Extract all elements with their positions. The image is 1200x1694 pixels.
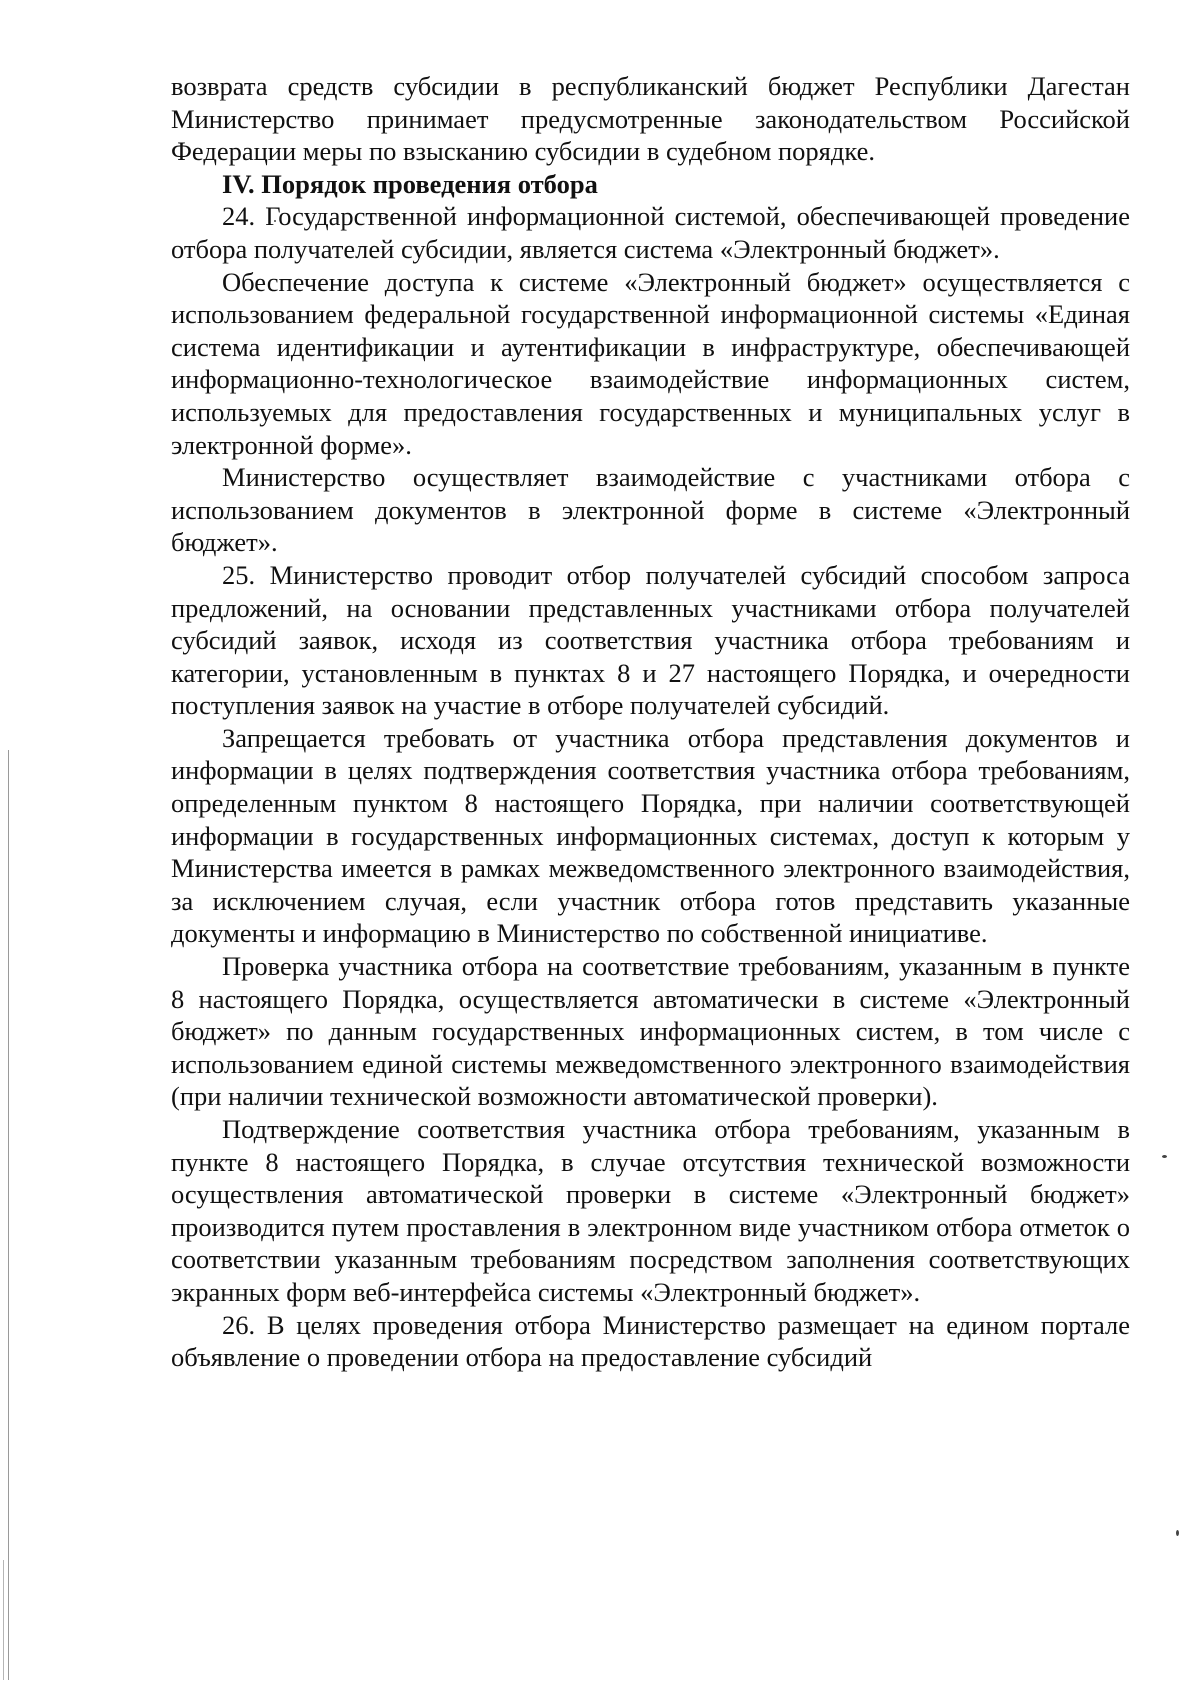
scan-edge-line-lower xyxy=(3,1560,4,1680)
paragraph-24-2: Обеспечение доступа к системе «Электронный бюджет» осуществляется с использованием федеральной государственной информационной системы «Единая система идентификации и аутентификации в инфраструктуре, обеспечивающей информационно-технологическое взаимодействие информационных систем, используемых для предоставления государственных и муниципальных услуг в электронной форме». xyxy=(171,266,1130,460)
paragraph-24-3: Министерство осуществляет взаимодействие с участниками отбора с использованием документов в электронной форме в системе «Электронный бюджет». xyxy=(171,462,1130,558)
paragraph-25-2: Запрещается требовать от участника отбора представления документов и информации в целях подтверждения соответствия участника отбора требованиям, определенным пунктом 8 настоящего Порядка, при наличии соответствующей информации в государственных информационных системах, доступ к которым у Министерства имеется в рамках межведомственного электронного взаимодействия, за исключением случая, если участник отбора готов представить указанные документы и информацию в Министерство по собственной инициативе. xyxy=(171,722,1130,949)
paragraph-25-1: 25. Министерство проводит отбор получателей субсидий способом запроса предложений, на основании представленных участниками отбора получателей субсидий заявок, исходя из соответствия участника отбора требованиям и категории, установленным в пунктах 8 и 27 настоящего Порядка, и очередности поступления заявок на участие в отборе получателей субсидий. xyxy=(171,559,1130,721)
scan-speck xyxy=(1176,1530,1179,1536)
document-body xyxy=(171,70,1130,1374)
scan-edge-line xyxy=(8,750,9,1680)
scan-speck xyxy=(1162,1155,1167,1158)
paragraph-24-1: 24. Государственной информационной системой, обеспечивающей проведение отбора получателей субсидии, является система «Электронный бюджет». xyxy=(171,201,1130,264)
paragraph-25-3: Проверка участника отбора на соответствие требованиям, указанным в пункте 8 настоящего Порядка, осуществляется автоматически в системе «Электронный бюджет» по данным государственных информационных систем, в том числе с использованием единой системы межведомственного электронного взаимодействия (при наличии технической возможности автоматической проверки). xyxy=(171,951,1130,1112)
paragraph-continuation: возврата средств субсидии в республиканский бюджет Республики Дагестан Министерство принимает предусмотренные законодательством Российской Федерации меры по взысканию субсидии в судебном порядке. xyxy=(171,71,1130,167)
section-heading: IV. Порядок проведения отбора xyxy=(222,168,598,199)
paragraph-25-4: Подтверждение соответствия участника отбора требованиям, указанным в пункте 8 настоящего Порядка, в случае отсутствия технической возможности осуществления автоматической проверки в системе «Электронный бюджет» производится путем проставления в электронном виде участником отбора отметок о соответствии указанным требованиям посредством заполнения соответствующих экранных форм веб-интерфейса системы «Электронный бюджет». xyxy=(171,1114,1130,1307)
paragraph-26-1: 26. В целях проведения отбора Министерство размещает на едином портале объявление о проведении отбора на предоставление субсидий xyxy=(171,1309,1130,1373)
